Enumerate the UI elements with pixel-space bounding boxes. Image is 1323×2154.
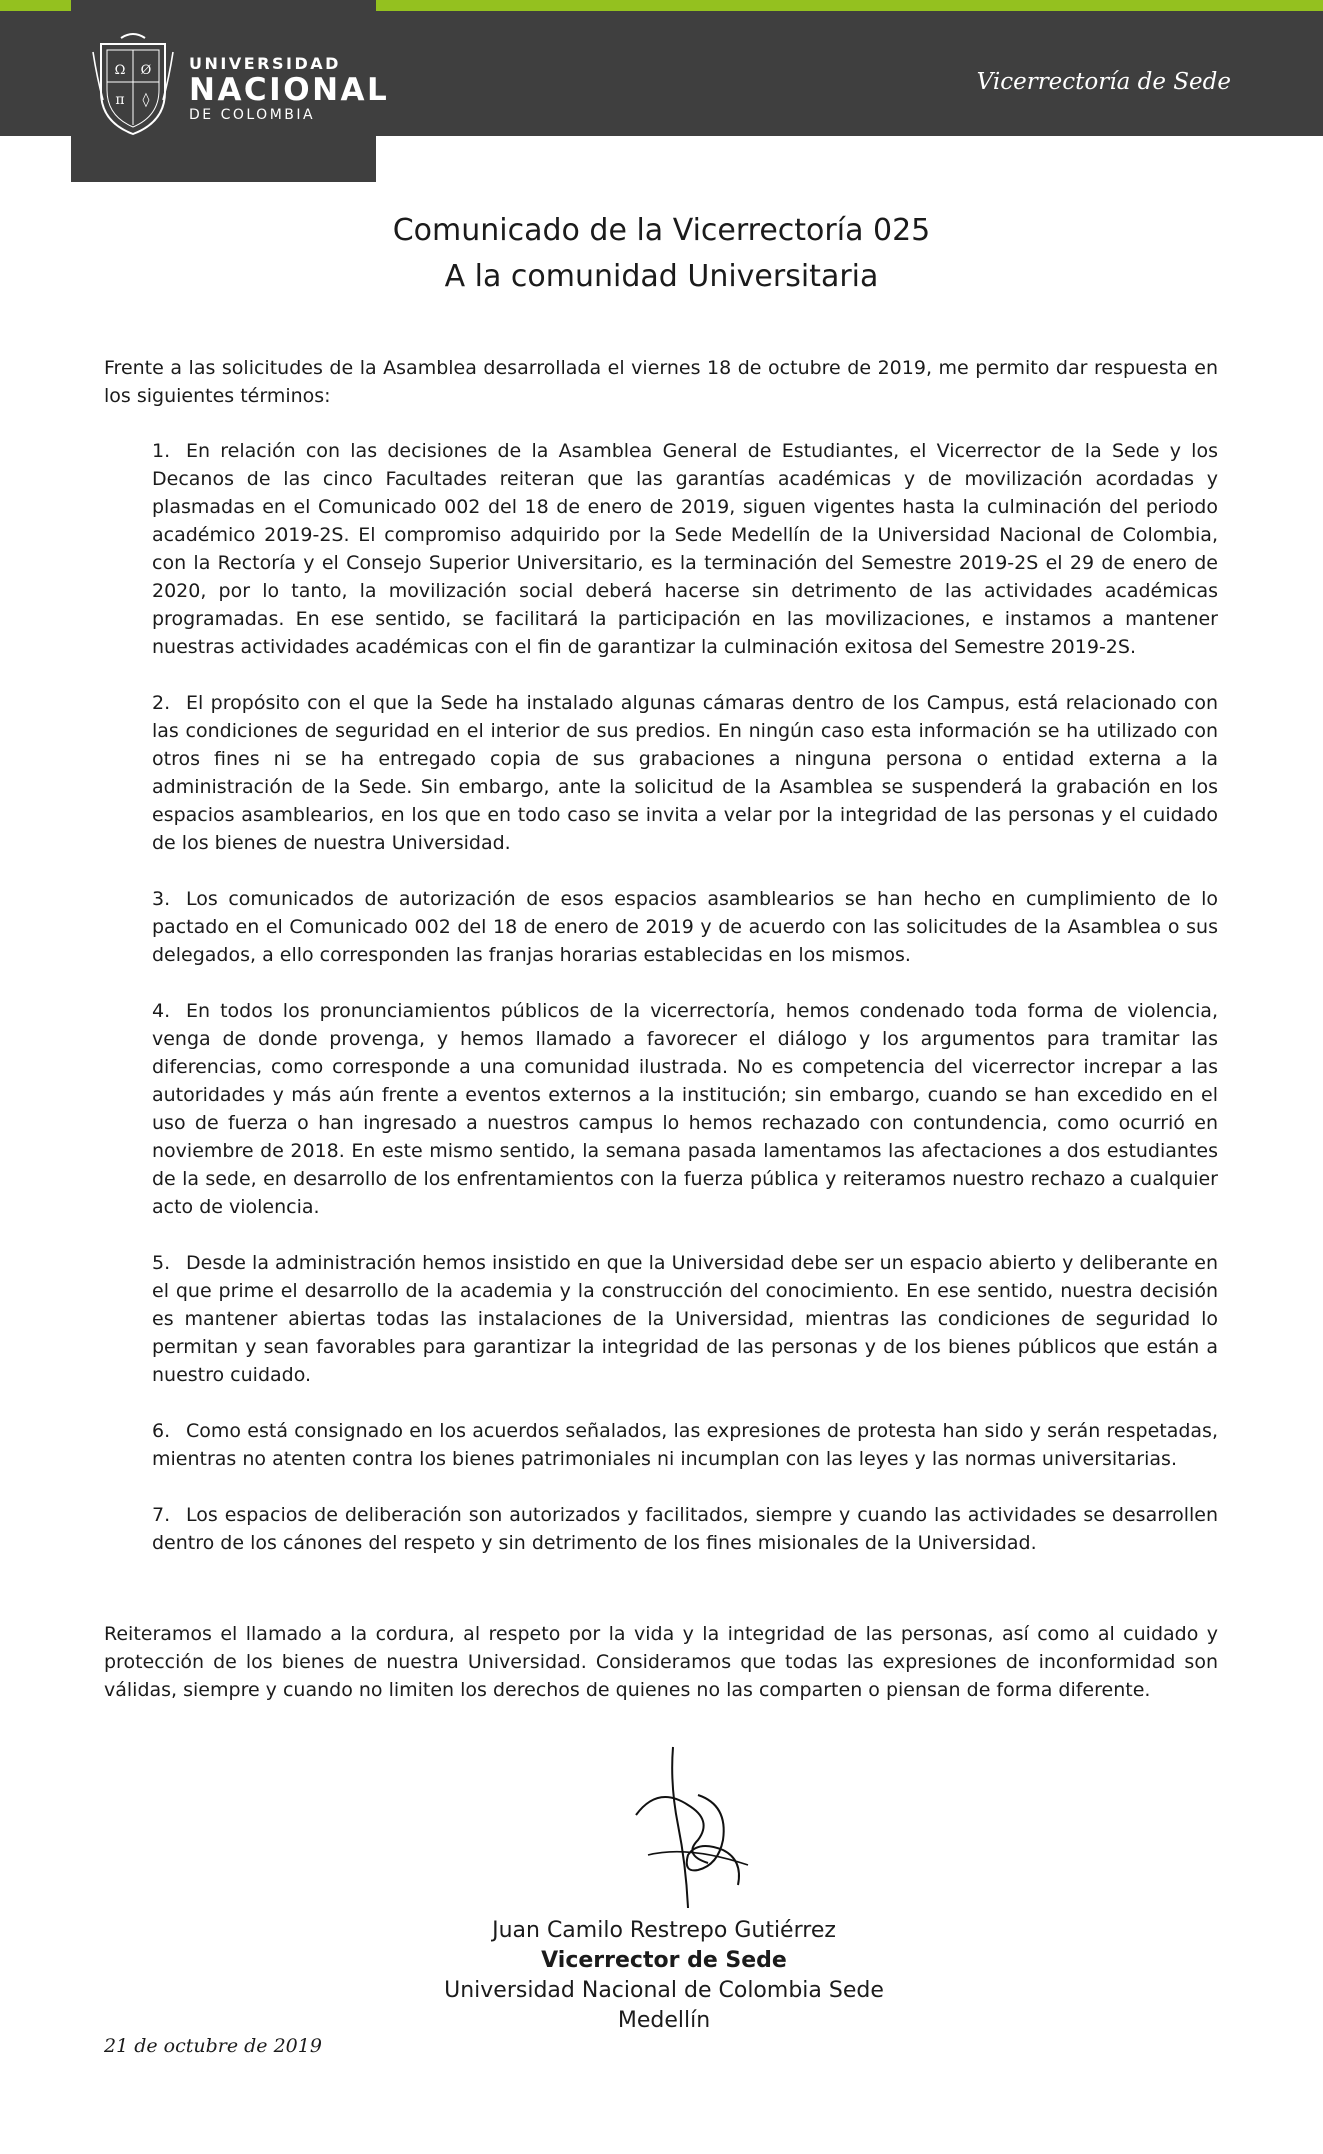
list-item xyxy=(152,1417,1218,1473)
signatory-role: Vicerrector de Sede xyxy=(541,1948,787,1973)
list-item-number: 2. xyxy=(152,692,171,714)
svg-text:◊: ◊ xyxy=(142,92,150,108)
signature-block xyxy=(404,1916,924,2036)
list-item-text: Como está consignado en los acuerdos señalados, las expresiones de protesta han sido y serán respetadas, mientras no atenten contra los bienes patrimoniales ni incumplan con las leyes y las normas universitarias. xyxy=(152,1420,1218,1470)
list-item-text: Desde la administración hemos insistido en que la Universidad debe ser un espacio abierto y deliberante en el que prime el desarrollo de la academia y la construcción del conocimiento. En ese sentido, nuestra decisión es mantener abiertas todas las instalaciones de la Universidad, mientras las condiciones de seguridad lo permitan y sean favorables para garantizar la integridad de las personas y de los bienes públicos que están a nuestro cuidado. xyxy=(152,1252,1218,1386)
signatory-institution: Universidad Nacional de Colombia Sede Medellín xyxy=(444,1978,884,2033)
list-item-number: 3. xyxy=(152,888,171,910)
list-item-number: 1. xyxy=(152,440,171,462)
svg-text:π: π xyxy=(115,92,125,108)
list-item-text: En relación con las decisiones de la Asamblea General de Estudiantes, el Vicerrector de la Sede y los Decanos de las cinco Facultades reiteran que las garantías académicas y de movilización acordadas y plasmadas en el Comunicado 002 del 18 de enero de 2019, siguen vigentes hasta la culminación del periodo académico 2019-2S. El compromiso adquirido por la Sede Medellín de la Universidad Nacional de Colombia, con la Rectoría y el Consejo Superior Universitario, es la terminación del Semestre 2019-2S el 29 de enero de 2020, por lo tanto, la movilización social deberá hacerse sin detrimento de las actividades académicas programadas. En ese sentido, se facilitará la participación en las movilizaciones, e instamos a mantener nuestras actividades académicas con el fin de garantizar la culminación exitosa del Semestre 2019-2S. xyxy=(152,440,1218,658)
numbered-list xyxy=(152,437,1218,1585)
list-item-text: Los espacios de deliberación son autorizados y facilitados, siempre y cuando las actividades se desarrollen dentro de los cánones del respeto y sin detrimento de los fines misionales de la Universidad. xyxy=(152,1504,1218,1554)
document-title xyxy=(0,208,1323,300)
list-item-number: 7. xyxy=(152,1504,171,1526)
list-item-text: Los comunicados de autorización de esos espacios asamblearios se han hecho en cumplimiento de lo pactado en el Comunicado 002 del 18 de enero de 2019 y de acuerdo con las solicitudes de la Asamblea o sus delegados, a ello corresponden las franjas horarias establecidas en los mismos. xyxy=(152,888,1218,966)
document-title-line-1: Comunicado de la Vicerrectoría 025 xyxy=(392,213,931,248)
svg-text:Ω: Ω xyxy=(114,63,126,78)
svg-text:Ø: Ø xyxy=(140,63,152,78)
document-title-line-2: A la comunidad Universitaria xyxy=(444,259,879,294)
signatory-name: Juan Camilo Restrepo Gutiérrez xyxy=(492,1918,836,1943)
document-date: 21 de octubre de 2019 xyxy=(104,2035,322,2057)
list-item xyxy=(152,689,1218,857)
list-item xyxy=(152,997,1218,1221)
list-item xyxy=(152,1501,1218,1557)
list-item-text: En todos los pronunciamientos públicos de la vicerrectoría, hemos condenado toda forma de violencia, venga de donde provenga, y hemos llamado a favorecer el diálogo y los argumentos para tramitar las diferencias, como corresponde a una comunidad ilustrada. No es competencia del vicerrector increpar a las autoridades y más aún frente a eventos externos a la institución; sin embargo, cuando se han excedido en el uso de fuerza o han ingresado a nuestros campus lo hemos rechazado con contundencia, como ocurrió en noviembre de 2018. En este mismo sentido, la semana pasada lamentamos las afectaciones a dos estudiantes de la sede, en desarrollo de los enfrentamientos con la fuerza pública y reiteramos nuestro rechazo a cualquier acto de violencia. xyxy=(152,1000,1218,1218)
intro-paragraph: Frente a las solicitudes de la Asamblea desarrollada el viernes 18 de octubre de 2019, me permito dar respuesta en los siguientes términos: xyxy=(104,357,1218,407)
list-item-number: 5. xyxy=(152,1252,171,1274)
university-logo xyxy=(71,0,390,182)
logo-line-de-colombia: DE COLOMBIA xyxy=(189,107,316,123)
logo-line-nacional: NACIONAL xyxy=(189,72,390,108)
closing-paragraph: Reiteramos el llamado a la cordura, al respeto por la vida y la integridad de las personas, así como al cuidado y protección de los bienes de nuestra Universidad. Consideramos que todas las expresiones de inconformidad son válidas, siempre y cuando no limiten los derechos de quienes no las comparten o piensan de forma diferente. xyxy=(104,1623,1218,1701)
list-item xyxy=(152,885,1218,969)
logo-line-universidad: UNIVERSIDAD xyxy=(189,54,341,73)
list-item-number: 6. xyxy=(152,1420,171,1442)
list-item-number: 4. xyxy=(152,1000,171,1022)
university-seal-icon xyxy=(91,30,175,138)
header-title: Vicerrectoría de Sede xyxy=(976,69,1231,95)
list-item xyxy=(152,437,1218,661)
list-item xyxy=(152,1249,1218,1389)
list-item-text: El propósito con el que la Sede ha instalado algunas cámaras dentro de los Campus, está relacionado con las condiciones de seguridad en el interior de sus predios. En ningún caso esta información se ha utilizado con otros fines ni se ha entregado copia de sus grabaciones a ninguna persona o entidad externa a la administración de la Sede. Sin embargo, ante la solicitud de la Asamblea se suspenderá la grabación en los espacios asamblearios, en los que en todo caso se invita a velar por la integridad de las personas y el cuidado de los bienes de nuestra Universidad. xyxy=(152,692,1218,854)
handwritten-signature xyxy=(628,1745,778,1910)
